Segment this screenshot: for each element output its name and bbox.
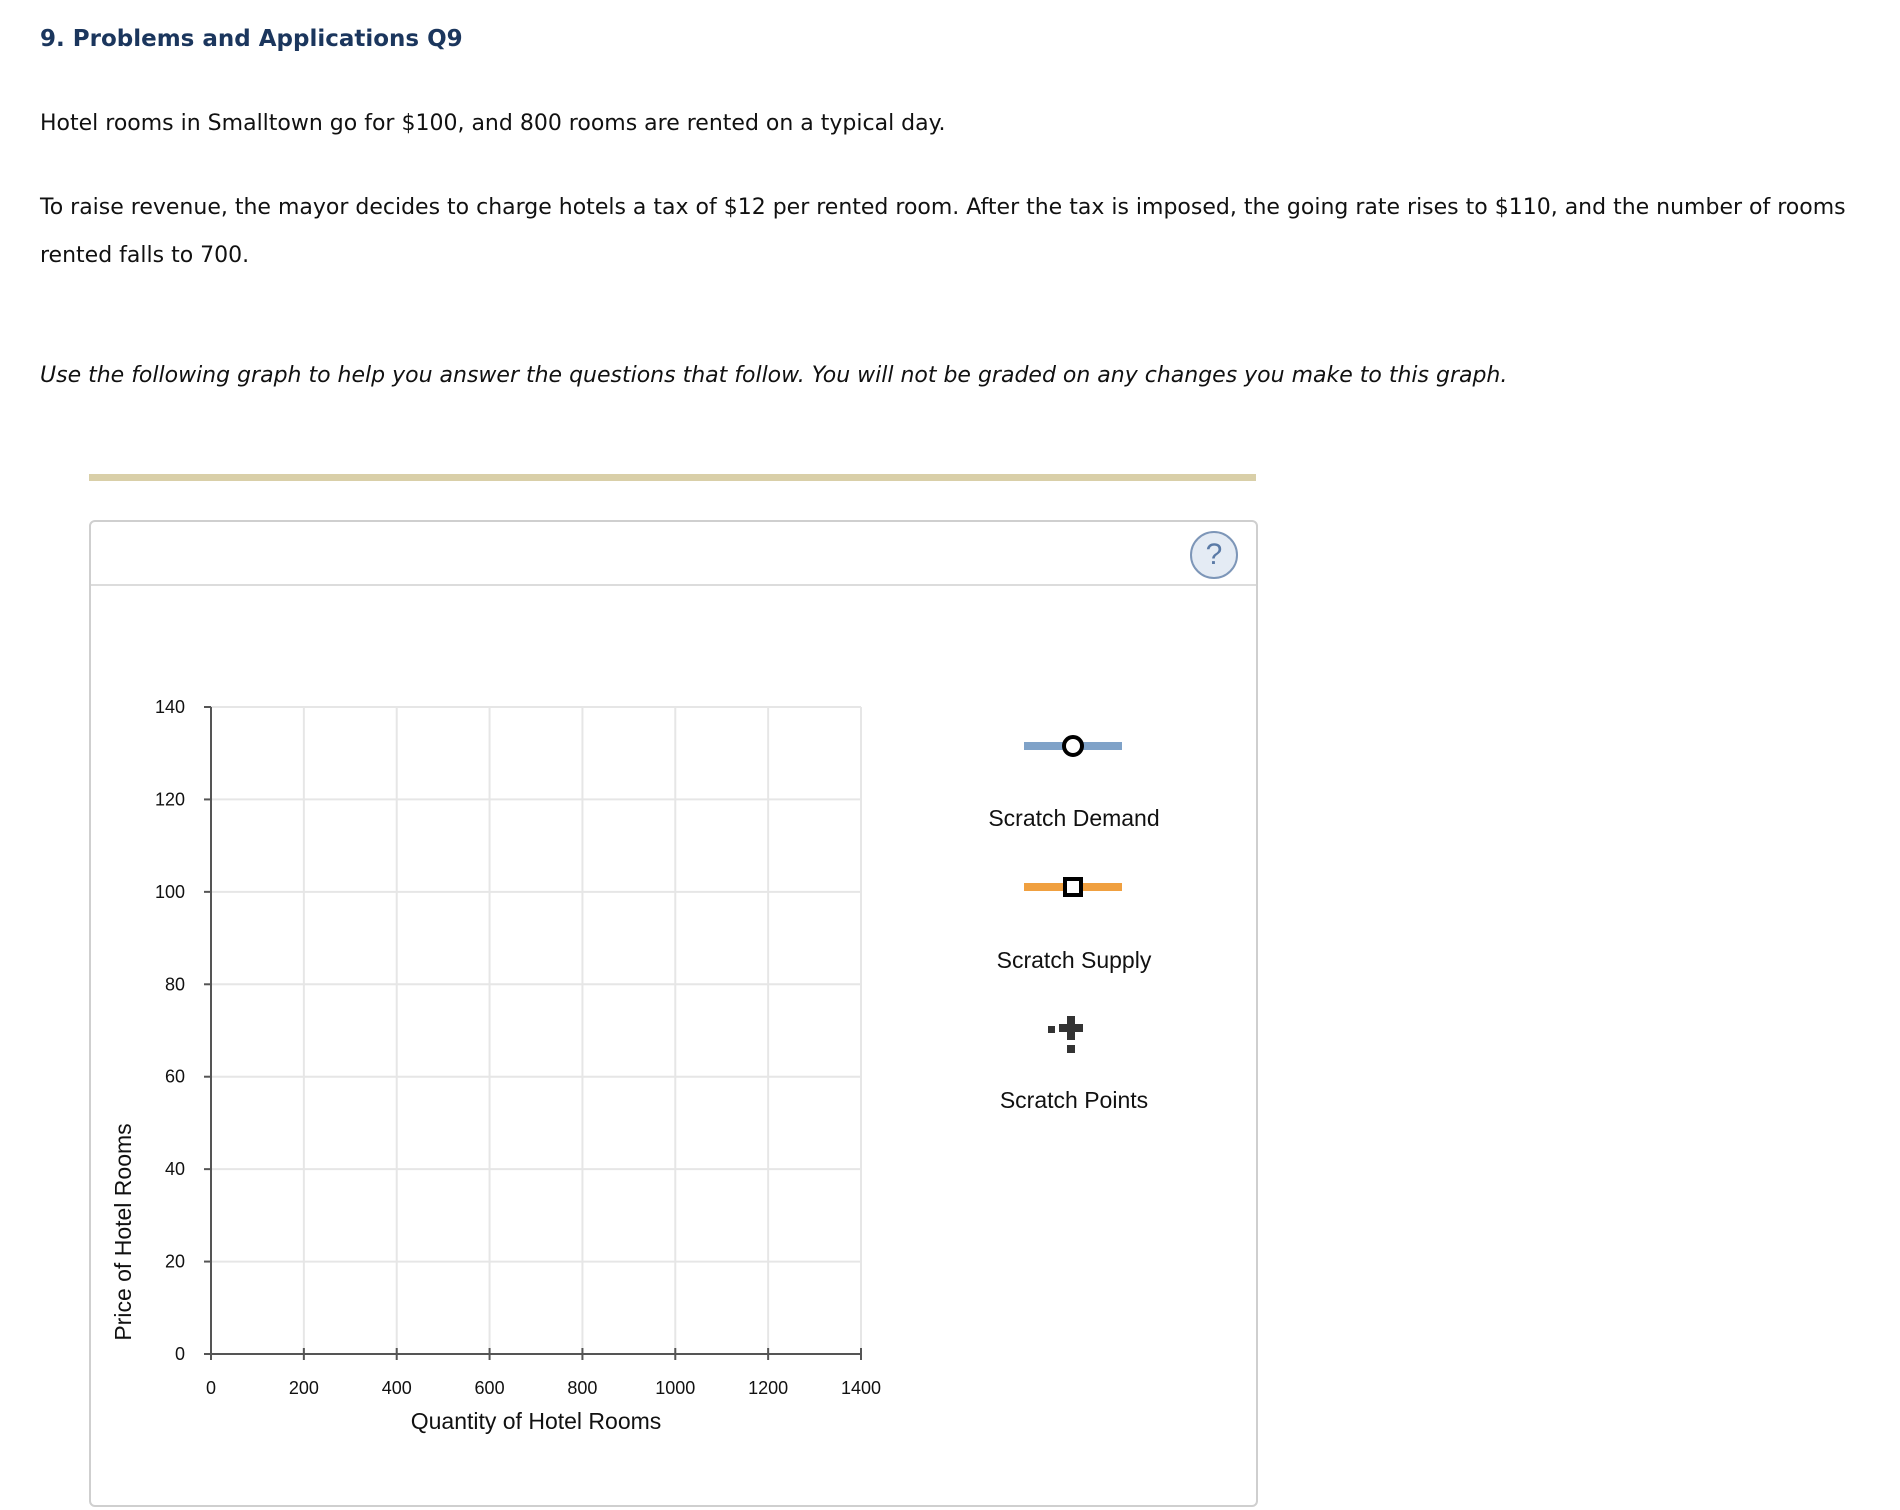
scratch-demand-tool[interactable]: [1014, 731, 1134, 761]
graph-top-divider: [89, 474, 1256, 481]
x-tick-label: 1200: [748, 1378, 789, 1398]
legend-label-supply: Scratch Supply: [996, 947, 1152, 973]
legend-label-points: Scratch Points: [999, 1087, 1149, 1113]
x-axis-title: Quantity of Hotel Rooms: [410, 1408, 662, 1434]
y-tick-label: 100: [154, 881, 185, 902]
y-tick-label: 120: [154, 789, 185, 810]
x-tick-label: 800: [567, 1378, 598, 1398]
paragraph-1: Hotel rooms in Smalltown go for $100, and 800 rooms are rented on a typical day.: [40, 111, 946, 136]
y-tick-label: 20: [164, 1251, 185, 1272]
x-tick-label: 400: [381, 1378, 412, 1398]
square-line-icon: [1065, 879, 1081, 895]
circle-line-icon: [1064, 737, 1082, 755]
scratch-supply-tool[interactable]: [1014, 872, 1134, 902]
help-button[interactable]: ?: [1190, 531, 1238, 579]
y-tick-label: 0: [174, 1344, 185, 1364]
x-tick-label: 600: [474, 1378, 505, 1398]
graph-panel: [89, 520, 1258, 1507]
y-tick-label: 60: [164, 1066, 185, 1087]
y-tick-label: 80: [164, 974, 185, 995]
instruction-text: Use the following graph to help you answer the questions that follow. You will not be graded on any changes you make to this graph.: [40, 363, 1508, 388]
y-tick-label: 40: [164, 1159, 185, 1180]
y-axis-title: Price of Hotel Rooms: [110, 1123, 136, 1341]
legend-label-demand: Scratch Demand: [988, 805, 1160, 831]
plus-points-icon: [1048, 1016, 1083, 1053]
x-tick-label: 1400: [840, 1378, 882, 1398]
x-tick-label: 1000: [655, 1378, 696, 1398]
x-tick-label: 0: [205, 1378, 217, 1398]
scratch-points-tool[interactable]: [1044, 1012, 1104, 1062]
x-tick-label: 200: [288, 1378, 319, 1398]
y-tick-label: 140: [154, 697, 185, 717]
question-title: 9. Problems and Applications Q9: [40, 26, 463, 52]
paragraph-2: To raise revenue, the mayor decides to charge hotels a tax of $12 per rented room. After the tax is imposed, the going rate rises to $110, and the number of rooms rented falls to 700.: [40, 195, 1846, 268]
